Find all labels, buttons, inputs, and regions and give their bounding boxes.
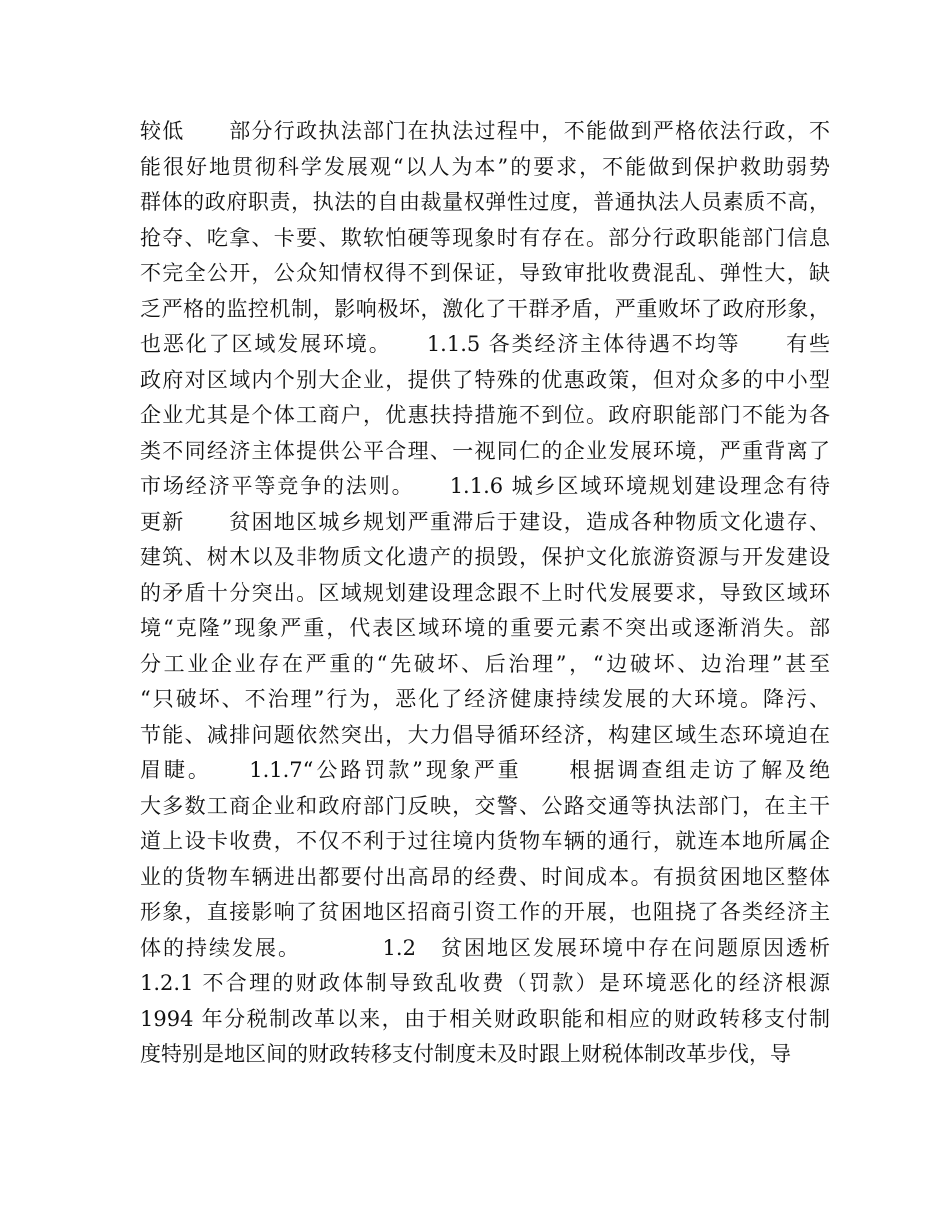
text-line: 市场经济平等竞争的法则。 1.1.6 城乡区域环境规划建设理念有待 <box>140 474 830 498</box>
text-line: 大多数工商企业和政府部门反映，交警、公路交通等执法部门，在主干 <box>140 793 830 818</box>
text-line: 群体的政府职责，执法的自由裁量权弹性过度，普通执法人员素质不高， <box>140 190 830 214</box>
text-line: 能很好地贯彻科学发展观“以人为本”的要求，不能做到保护救助弱势 <box>140 154 830 179</box>
text-line: 更新 贫困地区城乡规划严重滞后于建设，造成各种物质文化遗存、 <box>140 509 830 534</box>
text-line: “只破坏、不治理”行为，恶化了经济健康持续发展的大环境。降污、 <box>140 687 830 711</box>
text-line: 节能、减排问题依然突出，大力倡导循环经济，构建区域生态环境迫在 <box>140 722 830 747</box>
text-line: 乏严格的监控机制，影响极坏，激化了干群矛盾，严重败坏了政府形象， <box>140 296 830 321</box>
text-line: 体的持续发展。 1.2 贫困地区发展环境中存在问题原因透析 <box>140 935 830 960</box>
text-line: 眉睫。 1.1.7“公路罚款”现象严重 根据调查组走访了解及绝 <box>140 758 830 782</box>
text-line: 度特别是地区间的财政转移支付制度未及时跟上财税体制改革步伐，导 <box>140 1042 791 1066</box>
text-line: 较低 部分行政执法部门在执法过程中，不能做到严格依法行政，不 <box>140 119 830 143</box>
text-line: 1.2.1 不合理的财政体制导致乱收费（罚款）是环境恶化的经济根源 <box>140 971 830 995</box>
text-line: 不完全公开，公众知情权得不到保证，导致审批收费混乱、弹性大，缺 <box>140 261 830 285</box>
text-line: 业的货物车辆进出都要付出高昂的经费、时间成本。有损贫困地区整体 <box>140 864 830 889</box>
text-line: 类不同经济主体提供公平合理、一视同仁的企业发展环境，严重背离了 <box>140 438 830 463</box>
text-line: 也恶化了区域发展环境。 1.1.5 各类经济主体待遇不均等 有些 <box>140 332 830 356</box>
text-line: 建筑、树木以及非物质文化遗产的损毁，保护文化旅游资源与开发建设 <box>140 545 830 569</box>
text-line: 抢夺、吃拿、卡要、欺软怕硬等现象时有存在。部分行政职能部门信息 <box>140 225 830 250</box>
text-line: 的矛盾十分突出。区域规划建设理念跟不上时代发展要求，导致区域环 <box>140 580 830 605</box>
text-line: 政府对区域内个别大企业，提供了特殊的优惠政策，但对众多的中小型 <box>140 367 830 392</box>
text-line: 分工业企业存在严重的“先破坏、后治理”，“边破坏、边治理”甚至 <box>140 651 830 676</box>
text-line: 境“克隆”现象严重，代表区域环境的重要元素不突出或逐渐消失。部 <box>140 616 830 640</box>
text-line: 形象，直接影响了贫困地区招商引资工作的开展，也阻挠了各类经济主 <box>140 900 830 924</box>
body-text <box>140 114 830 1073</box>
text-line: 道上设卡收费，不仅不利于过往境内货物车辆的通行，就连本地所属企 <box>140 829 830 853</box>
text-line: 企业尤其是个体工商户，优惠扶持措施不到位。政府职能部门不能为各 <box>140 403 830 427</box>
text-line: 1994 年分税制改革以来，由于相关财政职能和相应的财政转移支付制 <box>140 1006 830 1031</box>
